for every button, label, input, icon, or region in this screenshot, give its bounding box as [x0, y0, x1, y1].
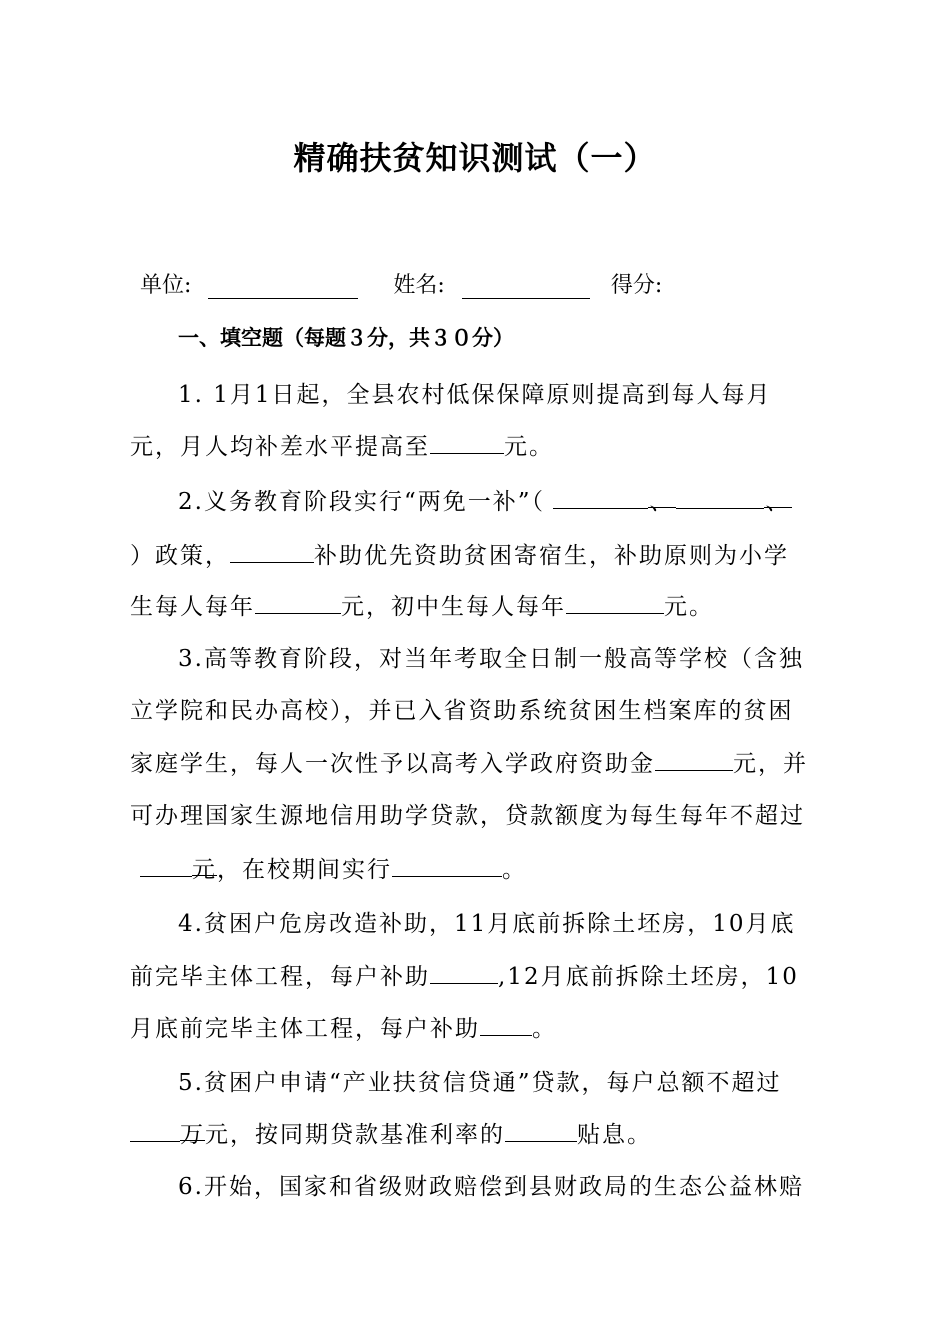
q2-blank-1[interactable] — [553, 484, 648, 509]
q1-blank-1[interactable] — [430, 429, 504, 454]
q5-text-2c: 贴息。 — [577, 1122, 652, 1148]
q3-line-1 — [178, 640, 804, 673]
q3-line-3 — [130, 745, 808, 778]
q2-text-2a: ）政策， — [130, 543, 230, 569]
q2-blank-2[interactable] — [676, 484, 764, 509]
q3-blank-1[interactable] — [655, 746, 733, 771]
q3-line-4 — [130, 797, 805, 830]
score-label: 得分: — [610, 273, 663, 298]
q5-text-1: 5.贫困户申请“产业扶贫信贷通”贷款，每户总额不超过 — [178, 1070, 782, 1096]
q5-blank-2[interactable] — [505, 1117, 577, 1142]
q3-unit-yuan: 元 — [192, 851, 217, 876]
q4-text-3b: 。 — [532, 1016, 557, 1042]
q2-blank-4[interactable] — [255, 589, 341, 614]
q4-line-2 — [130, 958, 799, 991]
q2-line-1 — [178, 483, 792, 516]
q4-text-3a: 月底前完毕主体工程，每户补助 — [130, 1016, 480, 1042]
q3-text-3a: 家庭学生，每人一次性予以高考入学政府资助金 — [130, 751, 655, 777]
q6-text-1: 6.开始，国家和省级财政赔偿到县财政局的生态公益林赔 — [178, 1174, 804, 1200]
q1-text-2a: 元，月人均补差水平提高至 — [130, 434, 430, 460]
q4-text-2a: 前完毕主体工程，每户补助 — [130, 964, 430, 990]
q4-line-1 — [178, 905, 795, 938]
q1-text-2b: 元。 — [504, 434, 554, 460]
q2-blank-3[interactable] — [230, 538, 314, 563]
q3-text-5c: 。 — [502, 857, 527, 883]
q3-blank-2[interactable] — [140, 852, 192, 877]
q2-text-2b: 补助优先资助贫困寄宿生，补助原则为小学 — [314, 543, 789, 569]
q5-line-1 — [178, 1064, 781, 1097]
q6-line-1 — [178, 1168, 804, 1201]
q2-line-3 — [130, 588, 714, 621]
q3-text-5b: ，在校期间实行 — [217, 857, 392, 883]
q5-blank-1[interactable] — [130, 1117, 180, 1142]
q3-blank-3[interactable] — [392, 852, 502, 877]
name-label: 姓名: — [393, 273, 445, 298]
q5-line-2 — [130, 1116, 652, 1149]
unit-label: 单位: — [140, 273, 192, 298]
unit-blank[interactable] — [208, 272, 358, 299]
q2-line-2 — [130, 537, 789, 570]
q2-text-3c: 元。 — [664, 594, 714, 620]
q3-line-5 — [140, 851, 527, 884]
q1-line-1 — [178, 376, 772, 409]
q5-unit-wan: 万 — [180, 1116, 205, 1141]
q2-text-3a: 生每人每年 — [130, 594, 255, 620]
q4-text-2b: ,12月底前拆除土坯房，10 — [498, 964, 799, 990]
q3-text-4: 可办理国家生源地信用助学贷款，贷款额度为每生每年不超过 — [130, 803, 805, 829]
q3-text-1: 3.高等教育阶段，对当年考取全日制一般高等学校（含独 — [178, 646, 804, 672]
q1-line-2 — [130, 428, 554, 461]
header-fields — [140, 268, 662, 299]
q2-text-3b: 元，初中生每人每年 — [341, 594, 566, 620]
q2-text-1: 2.义务教育阶段实行“两免一补”（ — [178, 489, 545, 515]
q5-text-2b: 元，按同期贷款基准利率的 — [205, 1122, 505, 1148]
q4-blank-2[interactable] — [480, 1011, 532, 1036]
section-title: 一、填空题（每题３分，共３０分） — [178, 326, 514, 350]
q4-blank-1[interactable] — [430, 959, 498, 984]
q3-text-3b: 元，并 — [733, 751, 808, 777]
q2-blank-5[interactable] — [566, 589, 664, 614]
q2-separator-1: 、 — [648, 483, 676, 508]
q4-line-3 — [130, 1010, 557, 1043]
name-blank[interactable] — [462, 272, 590, 299]
q2-separator-2: 、 — [764, 483, 792, 508]
q4-text-1: 4.贫困户危房改造补助，11月底前拆除土坯房，10月底 — [178, 911, 796, 937]
page-title: 精确扶贫知识测试（一） — [293, 139, 657, 177]
q3-text-2: 立学院和民办高校），并已入省资助系统贫困生档案库的贫困 — [130, 698, 794, 724]
q3-line-2 — [130, 692, 794, 725]
q1-text-1: 1. 1月1日起，全县农村低保保障原则提高到每人每月 — [178, 382, 772, 408]
